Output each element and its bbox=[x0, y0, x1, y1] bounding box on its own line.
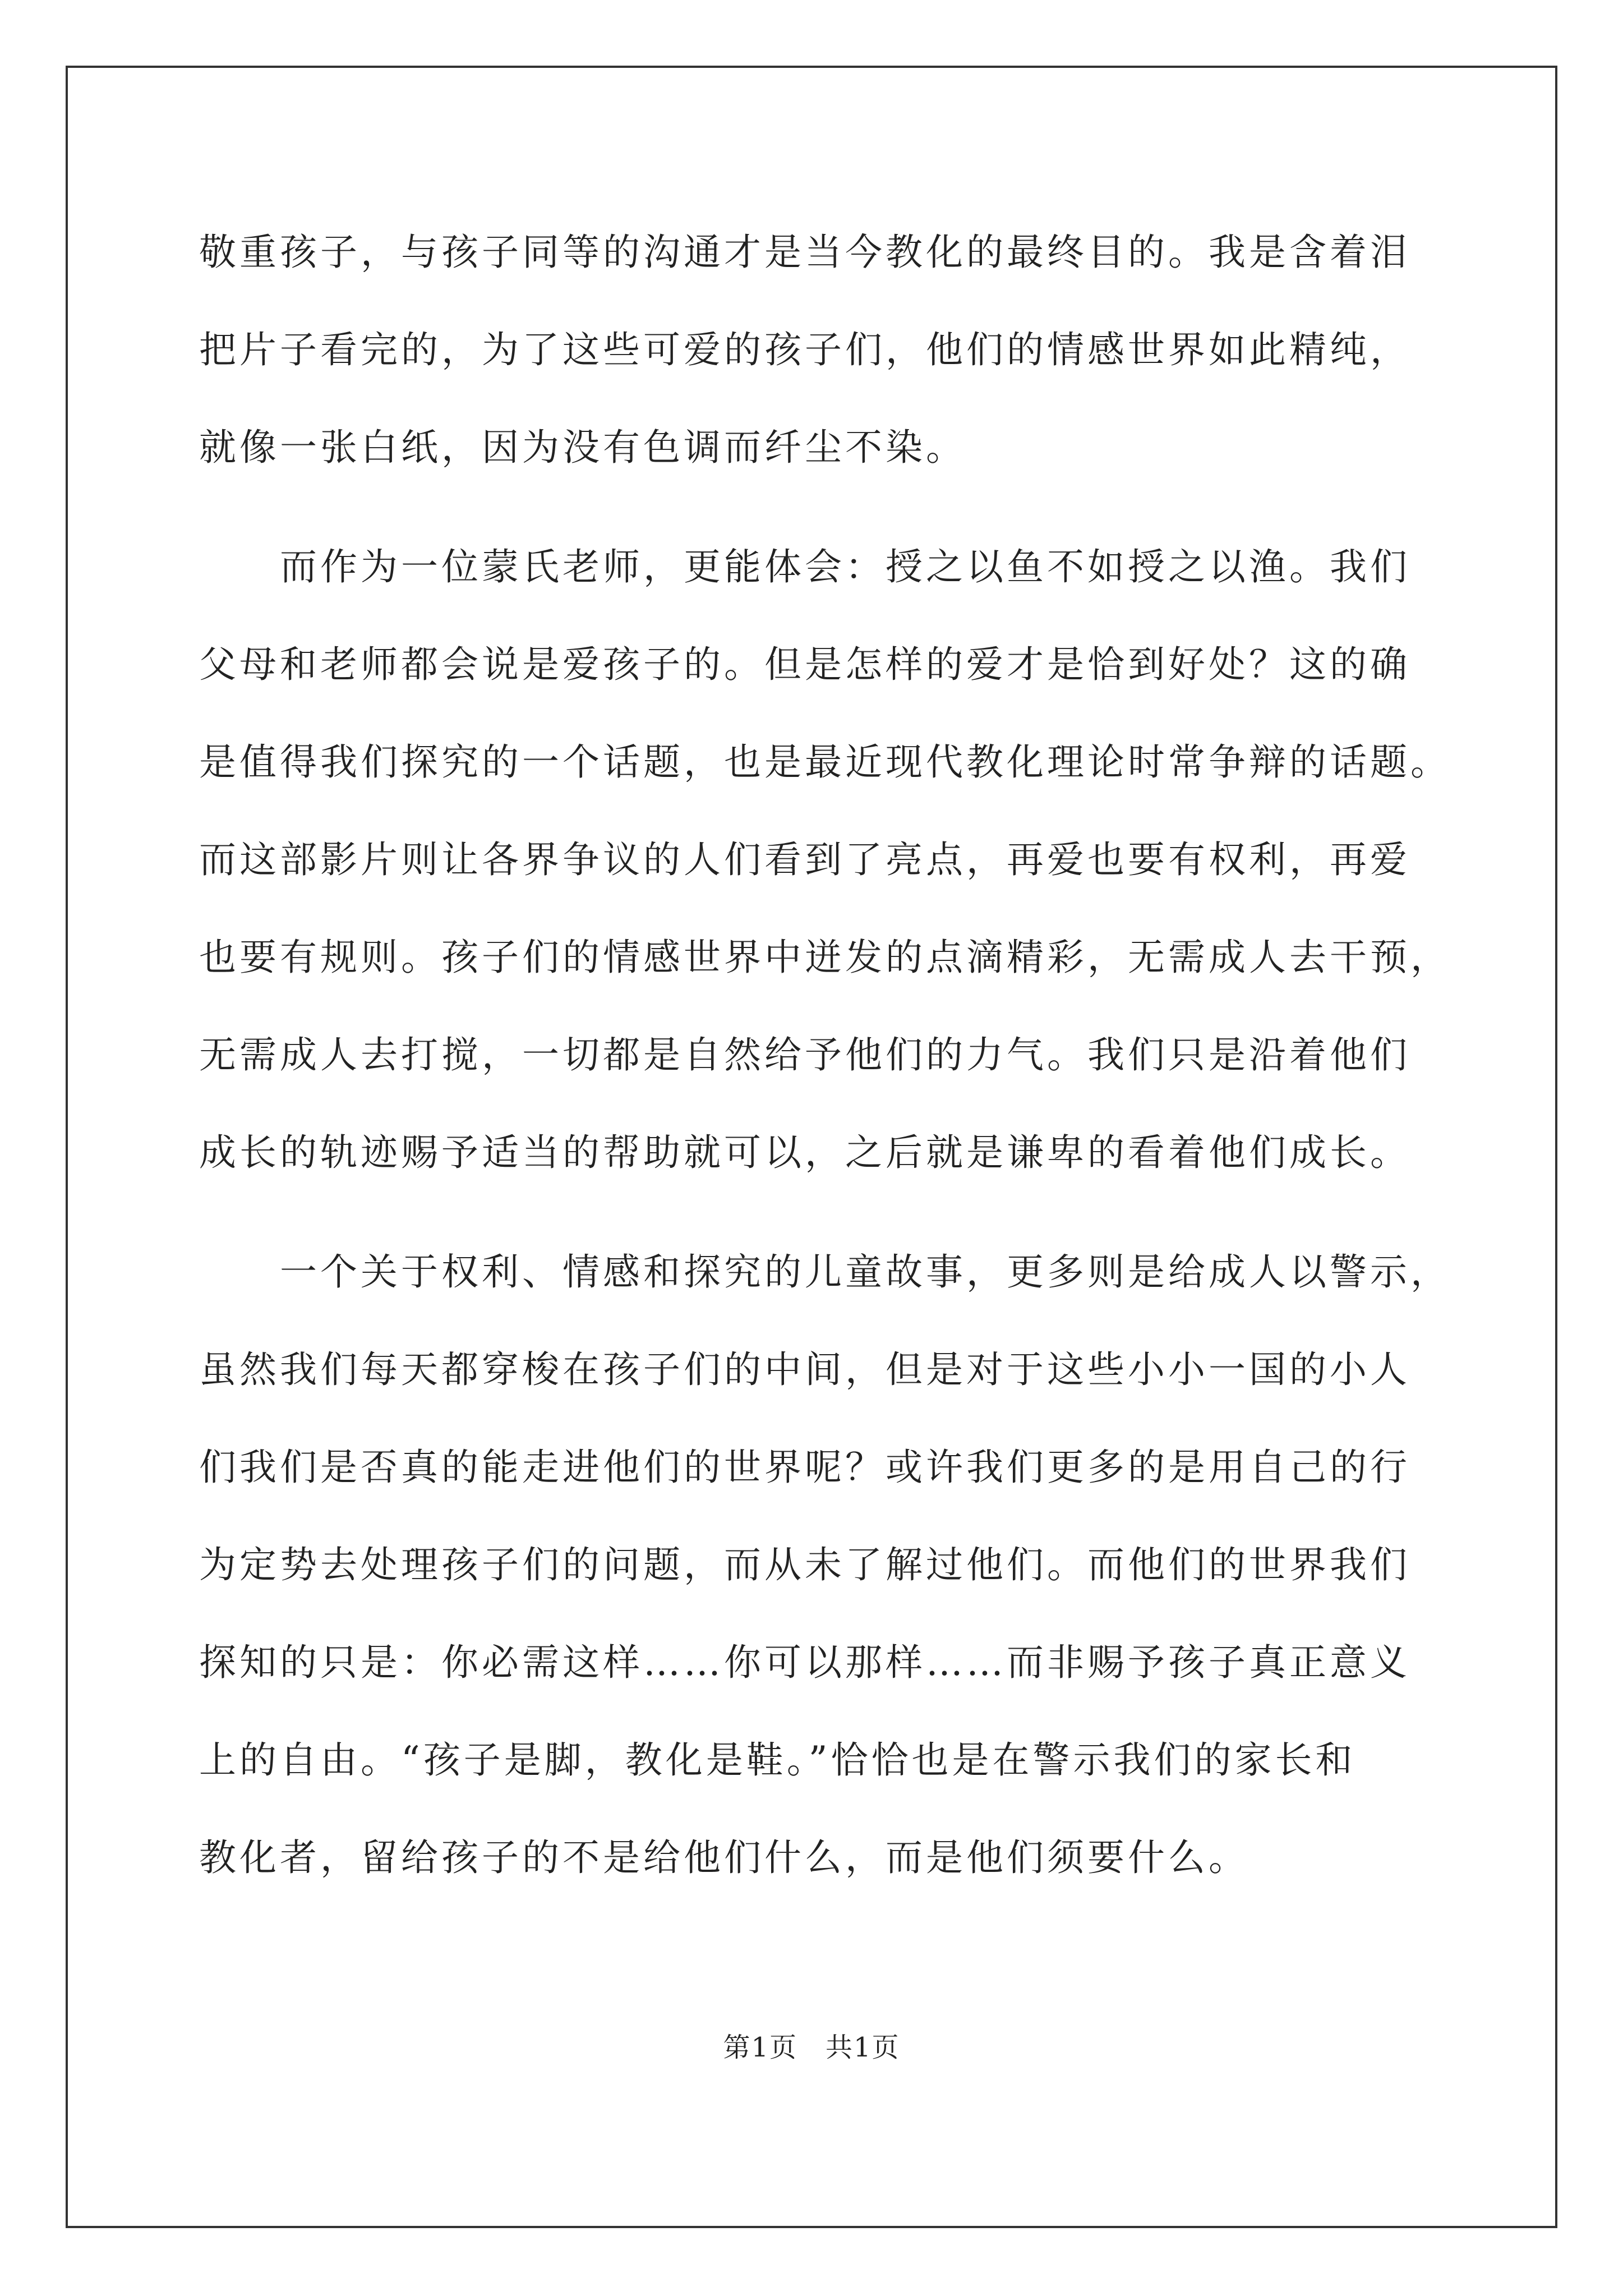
text-line: 而这部影片则让各界争议的人们看到了亮点，再爱也要有权利，再爱 bbox=[199, 838, 1410, 881]
page-number-footer: 第1页 共1页 bbox=[723, 2032, 900, 2063]
text-line: 就像一张白纸，因为没有色调而纤尘不染。 bbox=[199, 426, 966, 469]
text-line: 为定势去处理孩子们的问题，而从未了解过他们。而他们的世界我们 bbox=[199, 1543, 1410, 1586]
text-line: 成长的轨迹赐予适当的帮助就可以，之后就是谦卑的看着他们成长。 bbox=[199, 1131, 1410, 1174]
text-line: 上的自由。“孩子是脚，教化是鞋。”恰恰也是在警示我们的家长和 bbox=[199, 1738, 1356, 1782]
text-line: 虽然我们每天都穿梭在孩子们的中间，但是对于这些小小一国的小人 bbox=[199, 1348, 1410, 1391]
text-line: 也要有规则。孩子们的情感世界中迸发的点滴精彩，无需成人去干预， bbox=[199, 936, 1451, 979]
text-line: 把片子看完的，为了这些可爱的孩子们，他们的情感世界如此精纯， bbox=[199, 328, 1410, 371]
text-line: 是值得我们探究的一个话题，也是最近现代教化理论时常争辩的话题。 bbox=[199, 740, 1451, 784]
text-line: 父母和老师都会说是爱孩子的。但是怎样的爱才是恰到好处？这的确 bbox=[199, 643, 1410, 686]
text-line: 一个关于权利、情感和探究的儿童故事，更多则是给成人以警示， bbox=[199, 1250, 1451, 1294]
text-line: 无需成人去打搅，一切都是自然给予他们的力气。我们只是沿着他们 bbox=[199, 1033, 1410, 1076]
text-line: 敬重孩子，与孩子同等的沟通才是当今教化的最终目的。我是含着泪 bbox=[199, 231, 1410, 274]
text-line: 教化者，留给孩子的不是给他们什么，而是他们须要什么。 bbox=[199, 1836, 1249, 1879]
text-line: 们我们是否真的能走进他们的世界呢？或许我们更多的是用自己的行 bbox=[199, 1446, 1410, 1489]
text-line: 探知的只是：你必需这样……你可以那样……而非赐予孩子真正意义 bbox=[199, 1641, 1410, 1684]
text-line: 而作为一位蒙氏老师，更能体会：授之以鱼不如授之以渔。我们 bbox=[199, 545, 1410, 588]
